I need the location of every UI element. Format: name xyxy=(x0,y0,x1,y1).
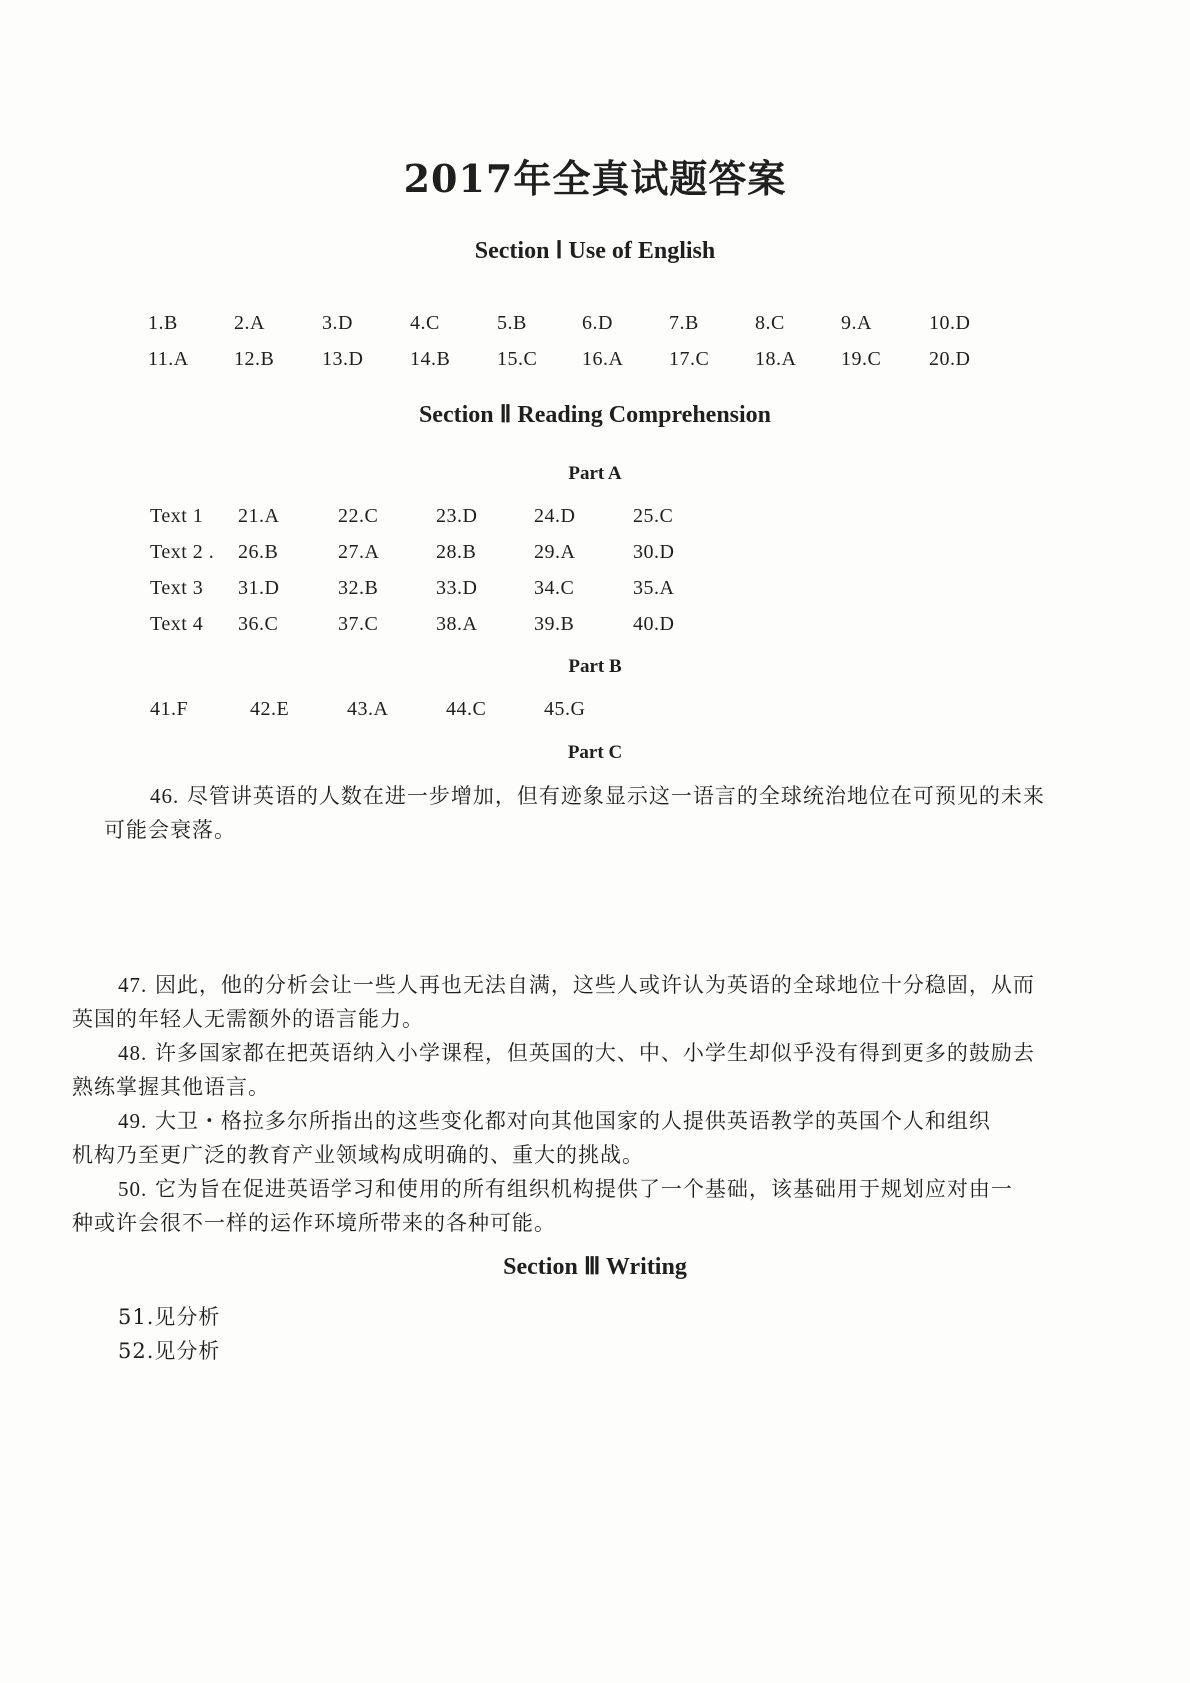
translation-line: 大卫・格拉多尔所指出的这些变化都对向其他国家的人提供英语教学的英国个人和组织 xyxy=(154,1109,991,1133)
answer: 26.B xyxy=(238,541,279,563)
translation-48 xyxy=(72,1036,1112,1104)
answer: 1.B xyxy=(148,312,178,334)
answer: 8.C xyxy=(755,312,785,334)
answer: 21.A xyxy=(238,505,280,527)
answer: 30.D xyxy=(633,541,675,563)
text-label: Text 1 xyxy=(150,505,204,527)
answer: 19.C xyxy=(841,348,882,370)
answer: 14.B xyxy=(410,348,451,370)
answer: 3.D xyxy=(322,312,353,334)
answer: 34.C xyxy=(534,577,575,599)
answer: 42.E xyxy=(250,698,290,720)
translation-49 xyxy=(72,1104,1112,1172)
answer: 5.B xyxy=(497,312,527,334)
translation-50 xyxy=(72,1172,1112,1240)
answer: 44.C xyxy=(446,698,487,720)
text-label: Text 3 xyxy=(150,577,204,599)
translation-line: 熟练掌握其他语言。 xyxy=(72,1075,270,1099)
answer: 33.D xyxy=(436,577,478,599)
translation-line: 可能会衰落。 xyxy=(104,818,236,842)
answer: 39.B xyxy=(534,613,575,635)
answer: 28.B xyxy=(436,541,477,563)
answer: 41.F xyxy=(150,698,189,720)
answer: 40.D xyxy=(633,613,675,635)
answer: 35.A xyxy=(633,577,675,599)
answer: 11.A xyxy=(148,348,189,370)
writing-answer-52: 52.见分析 xyxy=(118,1339,221,1363)
answer: 37.C xyxy=(338,613,379,635)
item-number: 47. xyxy=(118,973,148,997)
answer: 17.C xyxy=(669,348,710,370)
answer: 24.D xyxy=(534,505,576,527)
translation-47 xyxy=(72,968,1112,1036)
item-number: 49. xyxy=(118,1109,148,1133)
answer: 10.D xyxy=(929,312,971,334)
answer: 2.A xyxy=(234,312,265,334)
answer: 27.A xyxy=(338,541,380,563)
answer: 36.C xyxy=(238,613,279,635)
answer: 6.D xyxy=(582,312,613,334)
answer: 29.A xyxy=(534,541,576,563)
answer: 25.C xyxy=(633,505,674,527)
answer: 18.A xyxy=(755,348,797,370)
item-number: 46. xyxy=(150,784,180,808)
answer: 32.B xyxy=(338,577,379,599)
text-label: Text 4 xyxy=(150,613,204,635)
answer: 45.G xyxy=(544,698,586,720)
answer: 13.D xyxy=(322,348,364,370)
translation-line: 种或许会很不一样的运作环境所带来的各种可能。 xyxy=(72,1211,556,1235)
answer: 38.A xyxy=(436,613,478,635)
part-b-heading: Part B xyxy=(568,656,622,677)
answer: 9.A xyxy=(841,312,872,334)
answer: 16.A xyxy=(582,348,624,370)
part-a-heading: Part A xyxy=(568,463,622,484)
text-label: Text 2 . xyxy=(150,541,215,563)
answer: 22.C xyxy=(338,505,379,527)
answer: 15.C xyxy=(497,348,538,370)
translation-line: 英国的年轻人无需额外的语言能力。 xyxy=(72,1007,424,1031)
answer: 12.B xyxy=(234,348,275,370)
item-number: 48. xyxy=(118,1041,148,1065)
translation-line: 它为旨在促进英语学习和使用的所有组织机构提供了一个基础，该基础用于规划应对由一 xyxy=(154,1177,1013,1201)
writing-answer-51: 51.见分析 xyxy=(118,1305,221,1329)
answer: 23.D xyxy=(436,505,478,527)
answer: 4.C xyxy=(410,312,440,334)
answer: 31.D xyxy=(238,577,280,599)
answer: 7.B xyxy=(669,312,699,334)
translation-46 xyxy=(104,779,1114,847)
page-title: 2017年全真试题答案 xyxy=(403,156,787,201)
section-2-heading: Section Ⅱ Reading Comprehension xyxy=(418,402,772,428)
translation-line: 尽管讲英语的人数在进一步增加，但有迹象显示这一语言的全球统治地位在可预见的未来 xyxy=(186,784,1045,808)
answer: 20.D xyxy=(929,348,971,370)
section-3-heading: Section Ⅲ Writing xyxy=(503,1254,687,1280)
section-1-heading: Section Ⅰ Use of English xyxy=(474,238,716,264)
answer: 43.A xyxy=(347,698,389,720)
translation-line: 机构乃至更广泛的教育产业领域构成明确的、重大的挑战。 xyxy=(72,1143,644,1167)
translation-line: 因此，他的分析会让一些人再也无法自满，这些人或许认为英语的全球地位十分稳固，从而 xyxy=(154,973,1035,997)
item-number: 50. xyxy=(118,1177,148,1201)
translation-line: 许多国家都在把英语纳入小学课程，但英国的大、中、小学生却似乎没有得到更多的鼓励去 xyxy=(154,1041,1035,1065)
part-c-heading: Part C xyxy=(567,742,623,763)
